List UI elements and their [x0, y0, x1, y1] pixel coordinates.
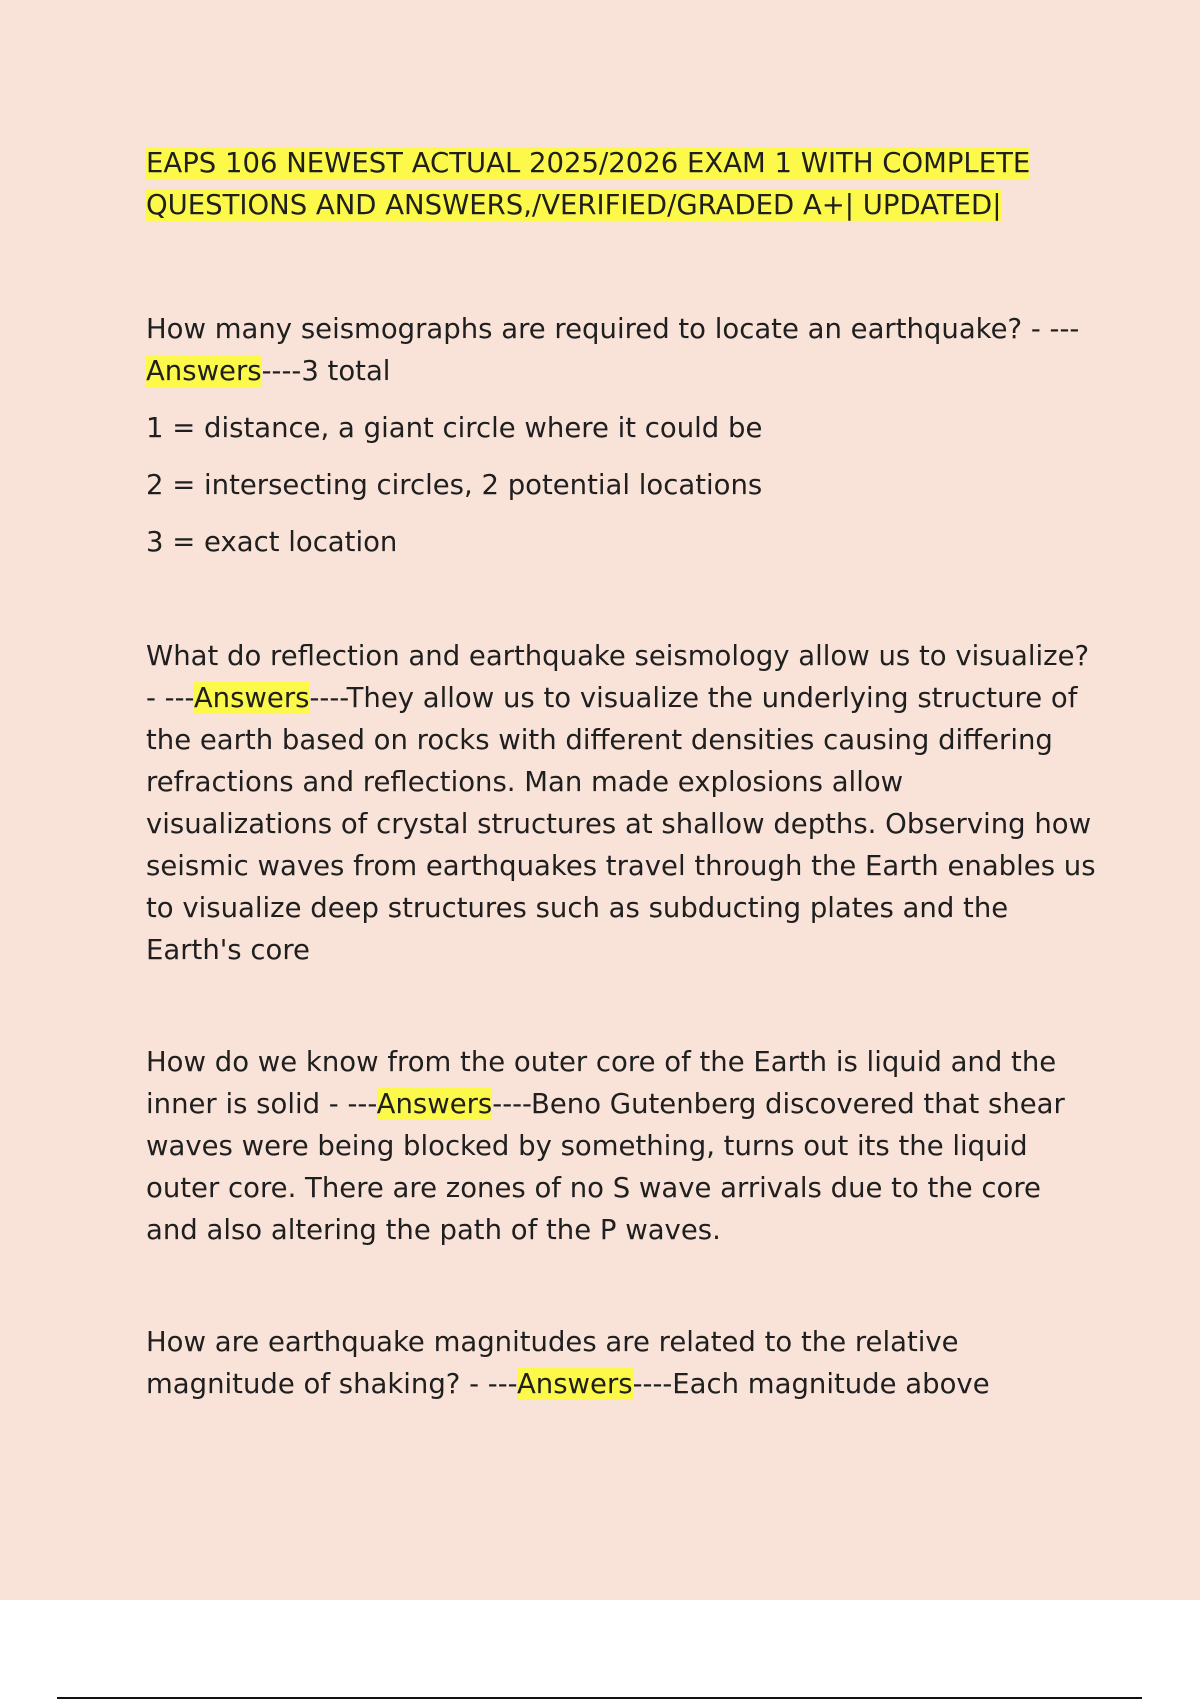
answer-text: ----They allow us to visualize the underlying structure of the earth based on rocks with different densities causing differing refractions and reflections. Man made explosions allow visualizations of crystal structures at shallow depths. Observing how seismic waves from earthquakes travel through the Earth enables us to visualize deep structures such as subducting plates and the Earth's core: [146, 682, 1096, 966]
question-text: What do reflection and earthquake seismology allow us to visualize? - ---: [146, 640, 1090, 714]
question-text: How are earthquake magnitudes are related to the relative magnitude of shaking? - ---: [146, 1326, 959, 1400]
answer-detail-1: 1 = distance, a giant circle where it could be: [146, 412, 763, 444]
qa-item-2: [146, 635, 1096, 971]
answer-text: ----Each magnitude above: [632, 1368, 990, 1400]
question-text: How do we know from the outer core of the Earth is liquid and the inner is solid - ---: [146, 1046, 1057, 1120]
qa-item-1: [146, 308, 1096, 392]
answers-label: Answers: [193, 682, 310, 714]
answer-detail-2: 2 = intersecting circles, 2 potential locations: [146, 469, 763, 501]
answer-detail-3: 3 = exact location: [146, 526, 398, 558]
title-line-2: QUESTIONS AND ANSWERS,/VERIFIED/GRADED A+| UPDATED|: [146, 189, 1002, 221]
footer-divider: [57, 1697, 1142, 1699]
qa-item-4: [146, 1321, 1096, 1405]
answer-text: ----3 total: [261, 355, 391, 387]
qa-item-3: [146, 1041, 1096, 1251]
document-title: [146, 142, 1096, 226]
title-line-1: EAPS 106 NEWEST ACTUAL 2025/2026 EXAM 1 WITH COMPLETE: [146, 147, 1031, 179]
answers-label: Answers: [146, 355, 262, 387]
question-text: How many seismographs are required to locate an earthquake? - ---: [146, 313, 1079, 345]
answers-label: Answers: [516, 1368, 633, 1400]
document-content: [146, 142, 1096, 1405]
answer-text: ----Beno Gutenberg discovered that shear waves were being blocked by something, turns out its the liquid outer core. There are zones of no S wave arrivals due to the core and also altering the path of the P waves.: [146, 1088, 1065, 1246]
answers-label: Answers: [376, 1088, 493, 1120]
